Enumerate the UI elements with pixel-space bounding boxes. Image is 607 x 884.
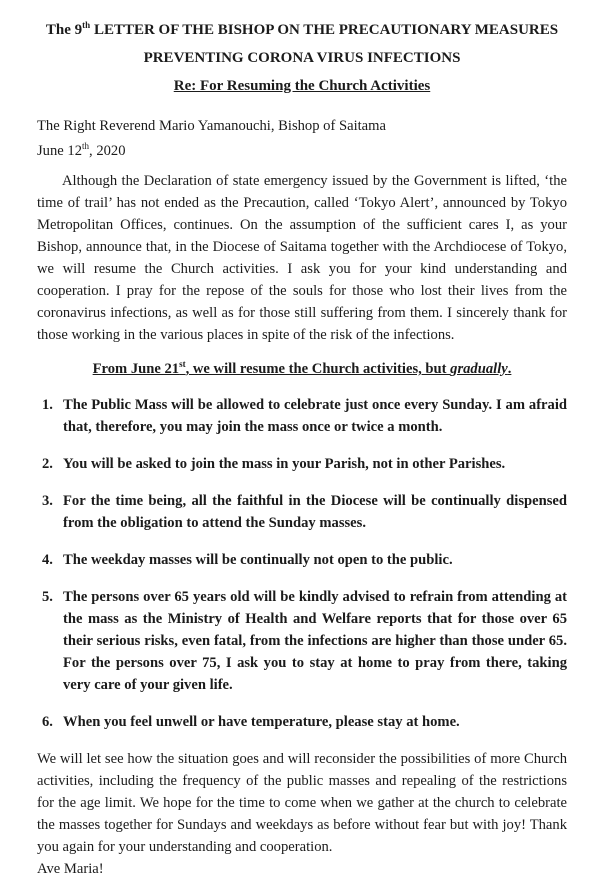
closing-paragraph: We will let see how the situation goes and will reconsider the possibilities of more Church activities, including the frequency of the public masses and repealing of the restrictions for the age limit. We hope for the time to come when we gather at the church to celebrate the masses together for Sundays and weekdays as before without fear but with joy! Thank you again for your understanding and cooperation.	[37, 751, 567, 855]
list-item-text: When you feel unwell or have temperature, please stay at home.	[63, 714, 460, 730]
signoff-line: Ave Maria!	[37, 861, 104, 877]
title-line-1: The 9th LETTER OF THE BISHOP ON THE PRECAUTIONARY MEASURES	[45, 20, 559, 38]
list-item-text: The weekday masses will be continually not open to the public.	[63, 552, 453, 568]
list-item-number: 2.	[42, 456, 53, 472]
list-item-text: The Public Mass will be allowed to celebrate just once every Sunday. I am afraid that, therefore, you may join the mass once or twice a month.	[63, 397, 567, 435]
list-item	[37, 549, 567, 571]
list-item	[37, 490, 567, 534]
measures-list	[37, 394, 567, 733]
list-item	[37, 586, 567, 696]
document-title	[37, 16, 567, 100]
list-item-number: 4.	[42, 552, 53, 568]
list-item-text: You will be asked to join the mass in your Parish, not in other Parishes.	[63, 456, 506, 472]
opening-paragraph: Although the Declaration of state emergency issued by the Government is lifted, ‘the time of trail’ has not ended as the Precaution, called ‘Tokyo Alert’, announced by Tokyo Metropolitan Offices, continues. On the assumption of the sufficient cares I, as your Bishop, announce that, in the Diocese of Saitama together with the Archdiocese of Tokyo, we will resume the Church activities. I ask you for your kind understanding and cooperation. I pray for the repose of the souls for those who lost their lives from the coronavirus infections, as well as for those still suffering from them. I sincerely thank for those working in the various places in spite of the risk of the infections.	[37, 173, 567, 343]
list-item-number: 5.	[42, 589, 53, 605]
salutation-block	[37, 114, 567, 164]
title-line-2: PREVENTING CORONA VIRUS INFECTIONS	[143, 50, 461, 66]
list-item-number: 1.	[42, 397, 53, 413]
list-item	[37, 394, 567, 438]
list-item	[37, 453, 567, 475]
author-line: The Right Reverend Mario Yamanouchi, Bishop of Saitama	[37, 118, 386, 134]
list-item-text: For the time being, all the faithful in the Diocese will be continually dispensed from the obligation to attend the Sunday masses.	[63, 493, 567, 531]
list-item	[37, 711, 567, 733]
section-heading-text: From June 21st, we will resume the Church activities, but gradually.	[92, 359, 512, 377]
section-heading	[37, 358, 567, 380]
list-item-text: The persons over 65 years old will be kindly advised to refrain from attending at the mass as the Ministry of Health and Welfare reports that for those over 65 their serious risks, even fatal, from the infections are higher than those under 65. For the persons over 75, I ask you to stay at home to pray from there, taking very care of your given life.	[63, 589, 567, 693]
list-item-number: 6.	[42, 714, 53, 730]
date-line: June 12th, 2020	[37, 141, 126, 159]
list-item-number: 3.	[42, 493, 53, 509]
subject-line: Re: For Resuming the Church Activities	[173, 78, 431, 94]
